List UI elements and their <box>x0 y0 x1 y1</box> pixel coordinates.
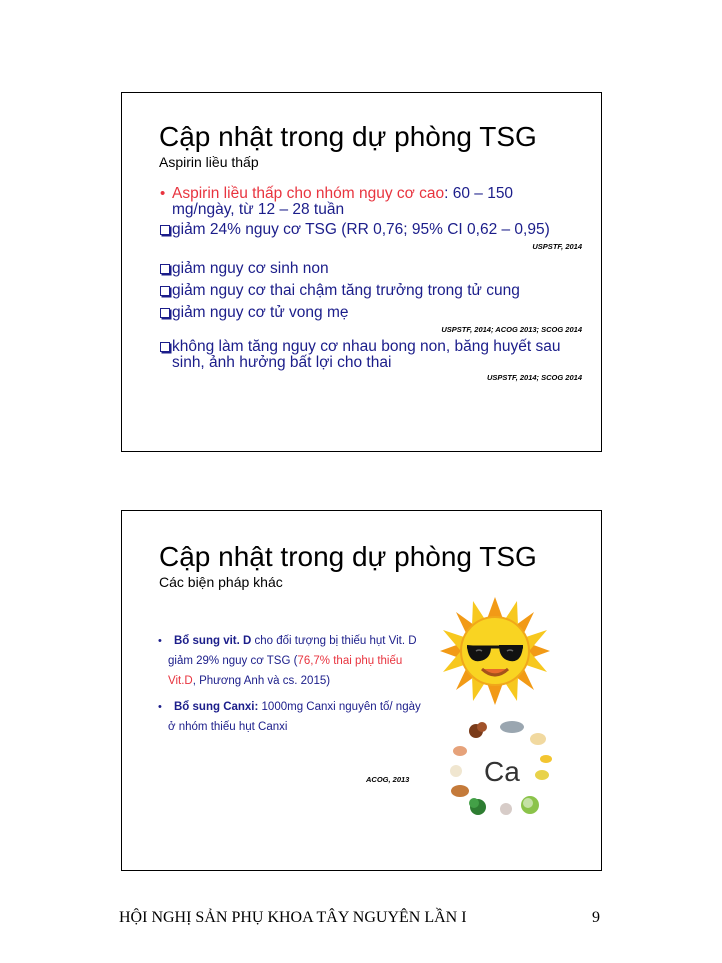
bullet-lead: Bổ sung Canxi: <box>174 701 259 713</box>
list-item <box>160 339 570 371</box>
calcium-symbol: Ca <box>484 756 520 787</box>
slide-other-measures <box>121 510 602 871</box>
item-text: giảm nguy cơ sinh non <box>172 260 329 277</box>
vitd-deficiency-stat: 76,7% thai phụ thiếu Vit.D <box>168 655 403 687</box>
bullet-vitamin-d <box>158 631 423 691</box>
slide-content <box>160 185 582 383</box>
slide-title: Cập nhật trong dự phòng TSG <box>159 121 537 152</box>
bullet-text: 1000mg Canxi nguyên tố/ ngày ở nhóm thiếu hụt Canxi <box>168 701 421 733</box>
bullet-lead: Bổ sung vit. D <box>174 635 252 647</box>
checkbox-bullet-icon <box>160 286 170 296</box>
slide-content <box>158 631 423 737</box>
list-item <box>160 261 570 277</box>
slide-subtitle: Aspirin liều thấp <box>159 154 259 170</box>
item-text: giảm nguy cơ thai chậm tăng trưởng trong tử cung <box>172 282 520 299</box>
bullet-calcium <box>158 697 423 737</box>
item-text: không làm tăng nguy cơ nhau bong non, băng huyết sau sinh, ảnh hưởng bất lợi cho thai <box>172 338 561 371</box>
bullet-marker: • <box>158 701 162 713</box>
footer-conference: HỘI NGHỊ SẢN PHỤ KHOA TÂY NGUYÊN LẦN I <box>119 909 467 926</box>
list-item <box>160 305 570 321</box>
item-text: giảm 24% nguy cơ TSG (RR 0,76; 95% CI 0,62 – 0,95) <box>172 221 550 238</box>
item-text: giảm nguy cơ tử vong mẹ <box>172 304 349 321</box>
bullet-aspirin-dose <box>160 186 570 218</box>
slide-subtitle: Các biện pháp khác <box>159 574 283 590</box>
aspirin-highlight: Aspirin liều thấp cho nhóm nguy cơ cao <box>172 185 445 202</box>
checkbox-bullet-icon <box>160 264 170 274</box>
slide-title: Cập nhật trong dự phòng TSG <box>159 541 537 572</box>
aspirin-dose-text: : 60 – 150 mg/ngày, từ 12 – 28 tuần <box>172 185 514 218</box>
calcium-foods-icon <box>442 719 558 819</box>
bullet-marker: • <box>158 635 162 647</box>
checkbox-bullet-icon <box>160 308 170 318</box>
citation: ACOG, 2013 <box>366 775 410 784</box>
list-item <box>160 283 570 299</box>
bullet-text-tail: , Phương Anh và cs. 2015) <box>192 675 331 687</box>
sun-sunglasses-icon <box>440 597 550 705</box>
page-number: 9 <box>592 909 600 926</box>
checkbox-bullet-icon <box>160 225 170 235</box>
checkbox-bullet-icon <box>160 342 170 352</box>
slide-aspirin <box>121 92 602 452</box>
citation: USPSTF, 2014; ACOG 2013; SCOG 2014 <box>441 325 582 334</box>
citation: USPSTF, 2014 <box>532 242 582 251</box>
bullet-marker: • <box>160 185 166 202</box>
citation: USPSTF, 2014; SCOG 2014 <box>486 373 582 382</box>
list-item <box>160 222 570 238</box>
bullet-text: cho đối tượng bị thiếu hụt Vit. D giảm 29% nguy cơ TSG ( <box>168 635 417 667</box>
